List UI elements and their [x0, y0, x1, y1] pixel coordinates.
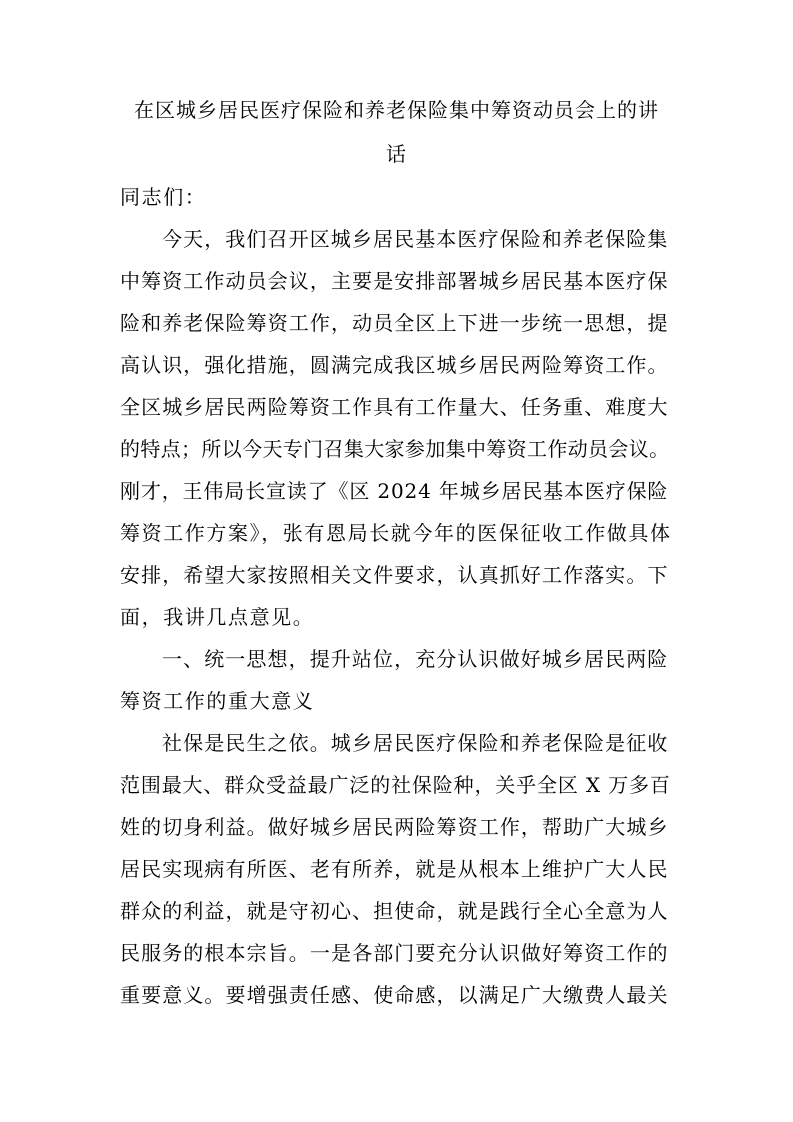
- paragraph-line: 险和养老保险筹资工作，动员全区上下进一步统一思想，提: [120, 311, 669, 335]
- document-title-line-1: 在区城乡居民医疗保险和养老保险集中筹资动员会上的讲: [134, 98, 659, 122]
- paragraph-line: 姓的切身利益。做好城乡居民两险筹资工作，帮助广大城乡: [120, 815, 669, 839]
- paragraph-line: 群众的利益，就是守初心、担使命，就是践行全心全意为人: [120, 899, 669, 923]
- paragraph-line: 民服务的根本宗旨。一是各部门要充分认识做好筹资工作的: [120, 941, 669, 965]
- paragraph-line: 重要意义。要增强责任感、使命感，以满足广大缴费人最关: [120, 983, 669, 1007]
- section-heading-line: 一、统一思想，提升站位，充分认识做好城乡居民两险: [162, 647, 669, 671]
- paragraph-line: 全区城乡居民两险筹资工作具有工作量大、任务重、难度大: [120, 395, 669, 419]
- paragraph-line: 刚才，王伟局长宣读了《区 2024 年城乡居民基本医疗保险: [120, 479, 669, 503]
- paragraph-line: 社保是民生之依。城乡居民医疗保险和养老保险是征收: [162, 731, 669, 755]
- document-title-line-2: 话: [386, 142, 407, 166]
- paragraph-line: 筹资工作方案》，张有恩局长就今年的医保征收工作做具体: [120, 521, 672, 545]
- paragraph-line: 高认识，强化措施，圆满完成我区城乡居民两险筹资工作。: [120, 353, 669, 377]
- paragraph-line: 居民实现病有所医、老有所养，就是从根本上维护广大人民: [120, 857, 669, 881]
- salutation: 同志们：: [120, 185, 207, 209]
- paragraph-line: 安排，希望大家按照相关文件要求，认真抓好工作落实。下: [120, 563, 669, 587]
- paragraph-line: 今天，我们召开区城乡居民基本医疗保险和养老保险集: [162, 227, 669, 251]
- paragraph-line: 中筹资工作动员会议，主要是安排部署城乡居民基本医疗保: [120, 269, 669, 293]
- section-heading-line: 筹资工作的重大意义: [120, 689, 315, 713]
- paragraph-line: 面，我讲几点意见。: [120, 605, 315, 629]
- paragraph-line: 的特点；所以今天专门召集大家参加集中筹资工作动员会议。: [120, 437, 670, 461]
- paragraph-line: 范围最大、群众受益最广泛的社保险种，关乎全区 X 万多百: [120, 773, 671, 797]
